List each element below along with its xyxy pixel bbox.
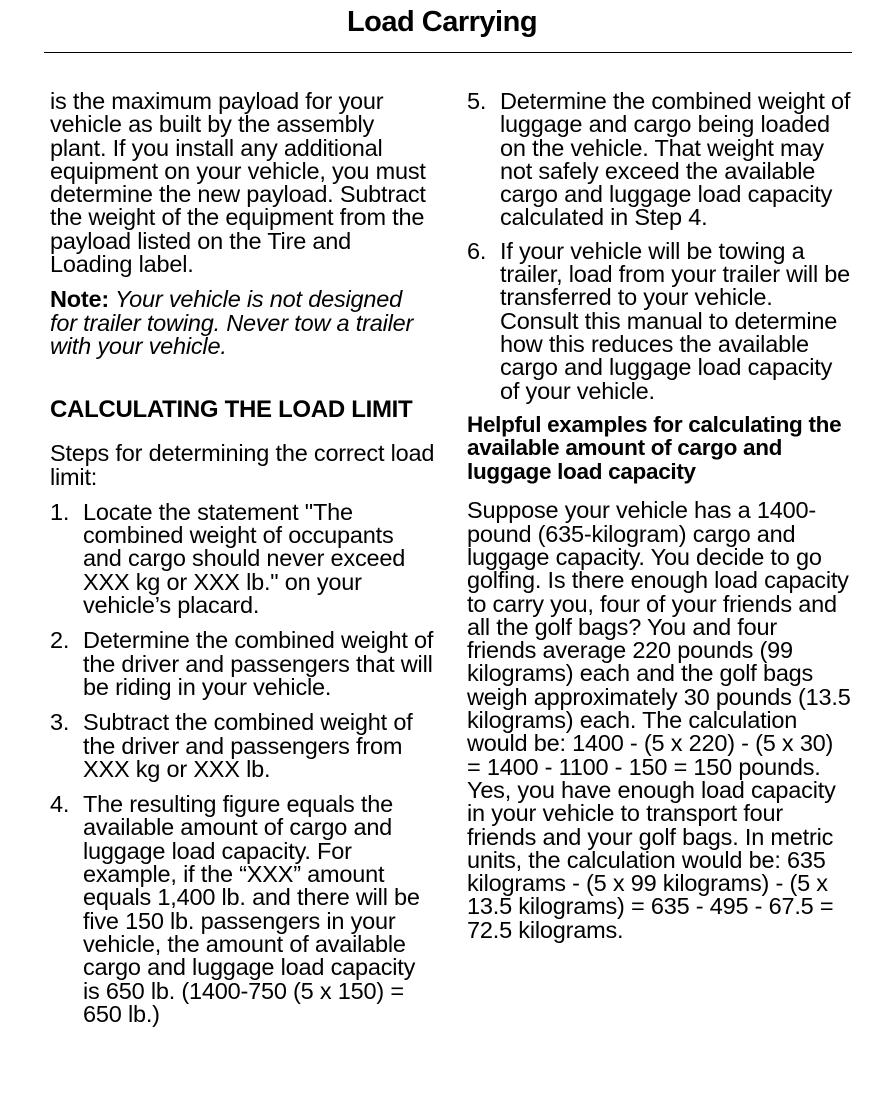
steps-list-left [50, 498, 435, 1027]
steps-intro: Steps for determining the correct load limit: [50, 440, 435, 490]
step-number: 1. [50, 498, 70, 525]
note-paragraph [50, 288, 435, 358]
example-paragraph: Suppose your vehicle has a 1400-pound (635-kilogram) cargo and luggage capacity. You decide to go golfing. Is there enough load capacity to carry you, four of your friends and all the golf bags? You and four friends average 220 pounds (99 kilograms) each and the golf bags weigh approximately 30 pounds (13.5 kilograms) each. The calculation would be: 1400 - (5 x 220) - (5 x 30) = 1400 - 1100 - 150 = 150 pounds. Yes, you have enough load capacity in your vehicle to transport four friends and your golf bags. In metric units, the calculation would be: 635 kilograms - (5 x 99 kilograms) - (5 x 13.5 kilograms) = 635 - 495 - 67.5 = 72.5 kilograms. [467, 497, 851, 943]
step-text: Subtract the combined weight of the driver and passengers from XXX kg or XXX lb. [83, 709, 413, 782]
list-item [467, 237, 851, 404]
step-number: 4. [50, 791, 70, 818]
list-item [467, 90, 851, 230]
header-divider [44, 52, 852, 53]
list-item [50, 629, 435, 699]
step-number: 5. [467, 88, 487, 114]
steps-list-right [467, 90, 851, 403]
right-column [467, 90, 851, 942]
step-number: 2. [50, 627, 70, 654]
section-heading: CALCULATING THE LOAD LIMIT [50, 396, 413, 424]
list-item [50, 711, 435, 781]
left-column [50, 90, 435, 1038]
step-text: Determine the combined weight of the driver and passengers that will be riding in your vehicle. [83, 627, 434, 700]
step-text: The resulting figure equals the available amount of cargo and luggage load capacity. For example, if the “XXX” amount equals 1,400 lb. and there will be five 150 lb. passengers in your vehicle, the amount of available cargo and luggage load capacity is 650 lb. (1400-750 (5 x 150) = 650 lb.) [83, 791, 420, 1027]
step-number: 3. [50, 709, 70, 736]
step-number: 6. [467, 237, 487, 264]
step-text: Locate the statement "The combined weight of occupants and cargo should never exceed XXX kg or XXX lb." on your vehicle’s placard. [83, 498, 406, 619]
page-title: Load Carrying [346, 6, 538, 38]
list-item [50, 498, 435, 619]
step-text: If your vehicle will be towing a trailer, load from your trailer will be transferred to your vehicle. Consult this manual to determine how this reduces the available cargo and luggage load capacity of your vehicle. [500, 237, 851, 404]
note-text: Your vehicle is not designed for trailer towing. Never tow a trailer with your vehicle. [50, 286, 414, 359]
list-item [50, 793, 435, 1026]
examples-heading: Helpful examples for calculating the available amount of cargo and luggage load capacity [467, 411, 842, 484]
continuation-paragraph: is the maximum payload for your vehicle as built by the assembly plant. If you install any additional equipment on your vehicle, you must determine the new payload. Subtract the weight of the equipment from the payload listed on the Tire and Loading label. [50, 88, 426, 278]
note-label: Note: [50, 286, 110, 313]
step-text: Determine the combined weight of luggage and cargo being loaded on the vehicle. That weight may not safely exceed the available cargo and luggage load capacity calculated in Step 4. [500, 88, 851, 231]
